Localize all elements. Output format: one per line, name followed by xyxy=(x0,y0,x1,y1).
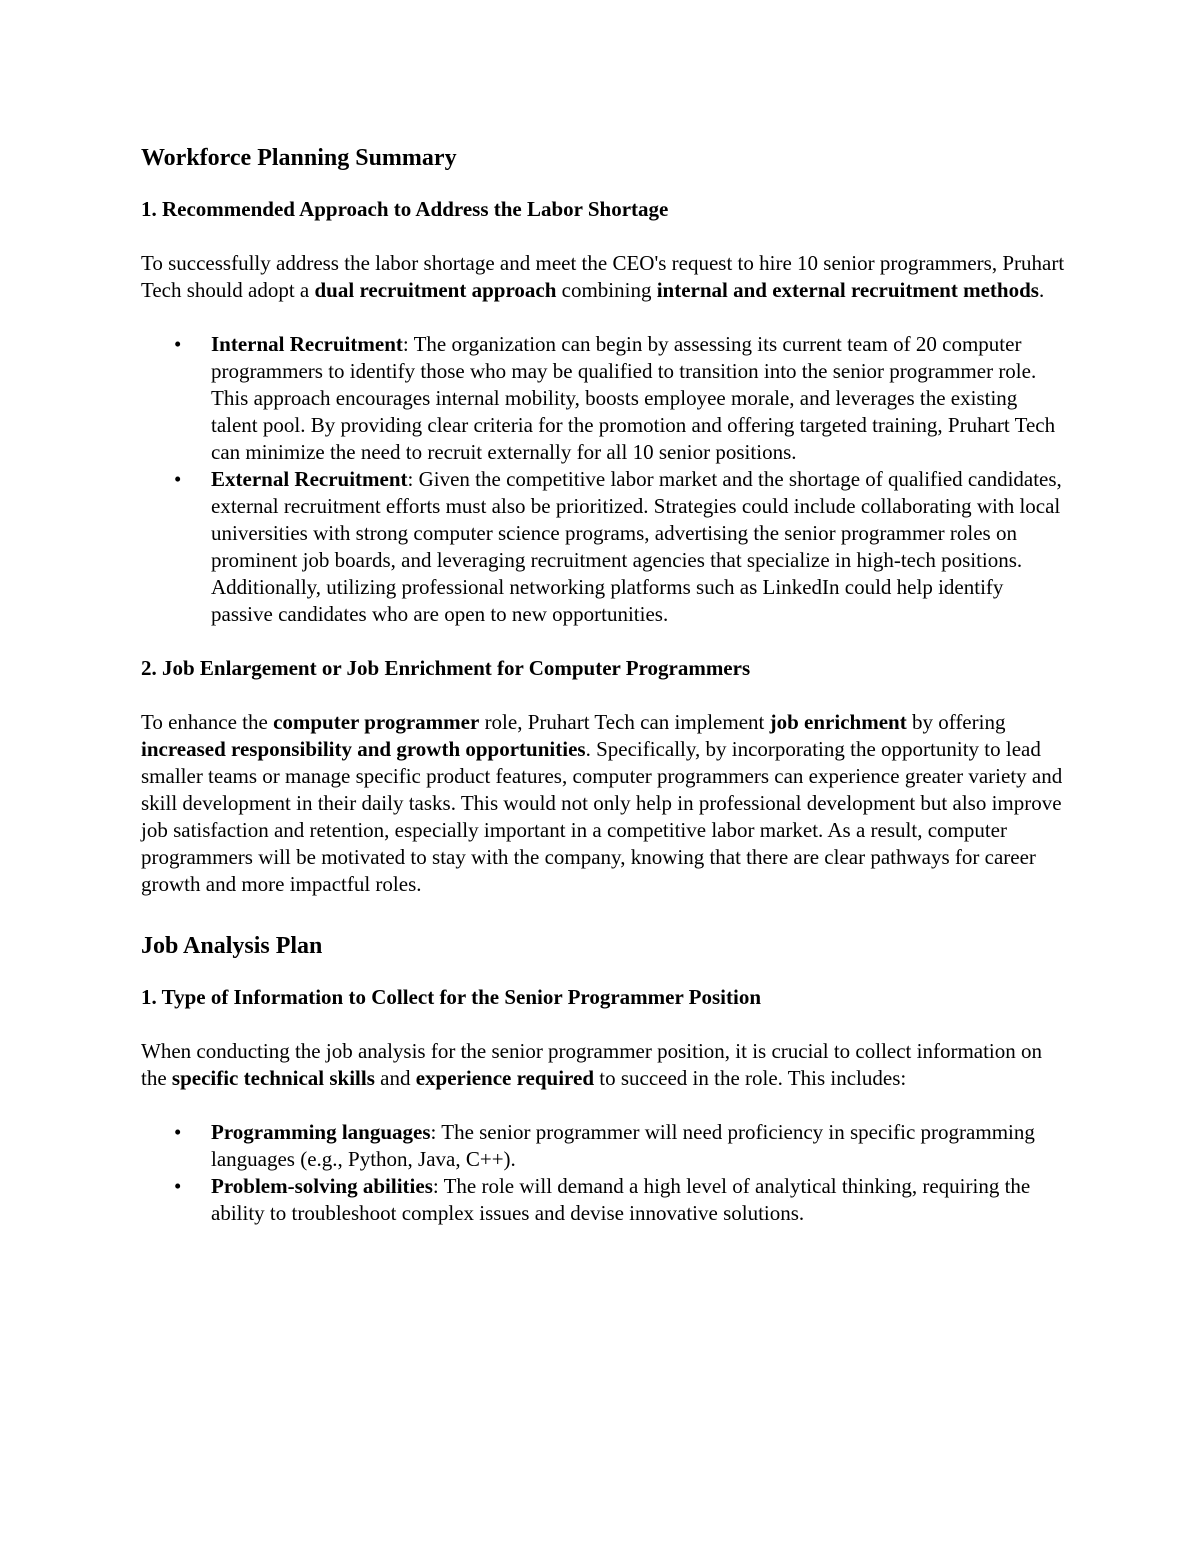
text-run: When conducting the job analysis for the senior programmer position, it is crucial to collect information on the xyxy=(141,1039,1043,1090)
text-run: To successfully address the labor shortage and meet the CEO's request to hire 10 senior programmers, Pruhart Tech should adopt a xyxy=(141,251,1065,302)
paragraph-type-of-information xyxy=(141,1038,1066,1092)
text-run: to succeed in the role. This includes: xyxy=(594,1066,907,1090)
document-body xyxy=(141,140,1066,1227)
skills-bullet-list xyxy=(141,1119,1066,1227)
bullet-label: External Recruitment xyxy=(211,467,408,491)
bullet-external-recruitment xyxy=(211,466,1066,628)
bullet-label: Problem-solving abilities xyxy=(211,1174,433,1198)
text-run: by offering xyxy=(906,710,1006,734)
bullet-problem-solving xyxy=(211,1173,1066,1227)
bold-run: specific technical skills xyxy=(171,1066,375,1090)
section-title-workforce-planning: Workforce Planning Summary xyxy=(141,145,457,171)
bold-run: computer programmer xyxy=(273,710,480,734)
paragraph-job-enrichment xyxy=(141,709,1066,898)
bullet-text: : Given the competitive labor market and the shortage of qualified candidates, external recruitment efforts must also be prioritized. Strategies could include collaborating with local universities with strong computer science programs, advertising the senior programmer roles on prominent job boards, and leveraging recruitment agencies that specialize in high-tech positions. Additionally, utilizing professional networking platforms such as LinkedIn could help identify passive candidates who are open to new opportunities. xyxy=(211,467,1062,626)
text-run: role, Pruhart Tech can implement xyxy=(479,710,770,734)
section-title-job-analysis: Job Analysis Plan xyxy=(141,933,323,959)
heading-job-enrichment: 2. Job Enlargement or Job Enrichment for Computer Programmers xyxy=(141,656,751,680)
text-run: To enhance the xyxy=(141,710,274,734)
heading-recommended-approach: 1. Recommended Approach to Address the Labor Shortage xyxy=(141,197,669,221)
bold-run: internal and external recruitment methods xyxy=(656,278,1039,302)
heading-type-of-information: 1. Type of Information to Collect for the Senior Programmer Position xyxy=(141,985,762,1009)
bullet-text: : The organization can begin by assessing its current team of 20 computer programmers to identify those who may be qualified to transition into the senior programmer role. This approach encourages internal mobility, boosts employee morale, and leverages the existing talent pool. By providing clear criteria for the promotion and offering targeted training, Pruhart Tech can minimize the need to recruit externally for all 10 senior positions. xyxy=(211,332,1056,464)
bold-run: job enrichment xyxy=(769,710,907,734)
text-run: . xyxy=(1038,278,1045,302)
text-run: and xyxy=(374,1066,416,1090)
text-run: . Specifically, by incorporating the opportunity to lead smaller teams or manage specific product features, computer programmers can experience greater variety and skill development in their daily tasks. This would not only help in professional development but also improve job satisfaction and retention, especially important in a competitive labor market. As a result, computer programmers will be motivated to stay with the company, knowing that there are clear pathways for career growth and more impactful roles. xyxy=(141,737,1063,896)
bullet-label: Internal Recruitment xyxy=(211,332,403,356)
bold-run: dual recruitment approach xyxy=(314,278,557,302)
paragraph-recommended-approach xyxy=(141,250,1066,304)
bullet-text: : The senior programmer will need proficiency in specific programming languages (e.g., Python, Java, C++). xyxy=(211,1120,1035,1171)
bullet-internal-recruitment xyxy=(211,331,1066,466)
bold-run: increased responsibility and growth opportunities xyxy=(141,737,586,761)
text-run: combining xyxy=(556,278,657,302)
bullet-label: Programming languages xyxy=(211,1120,431,1144)
recruitment-bullet-list xyxy=(141,331,1066,628)
bullet-programming-languages xyxy=(211,1119,1066,1173)
bullet-text: : The role will demand a high level of analytical thinking, requiring the ability to troubleshoot complex issues and devise innovative solutions. xyxy=(211,1174,1031,1225)
bold-run: experience required xyxy=(415,1066,594,1090)
